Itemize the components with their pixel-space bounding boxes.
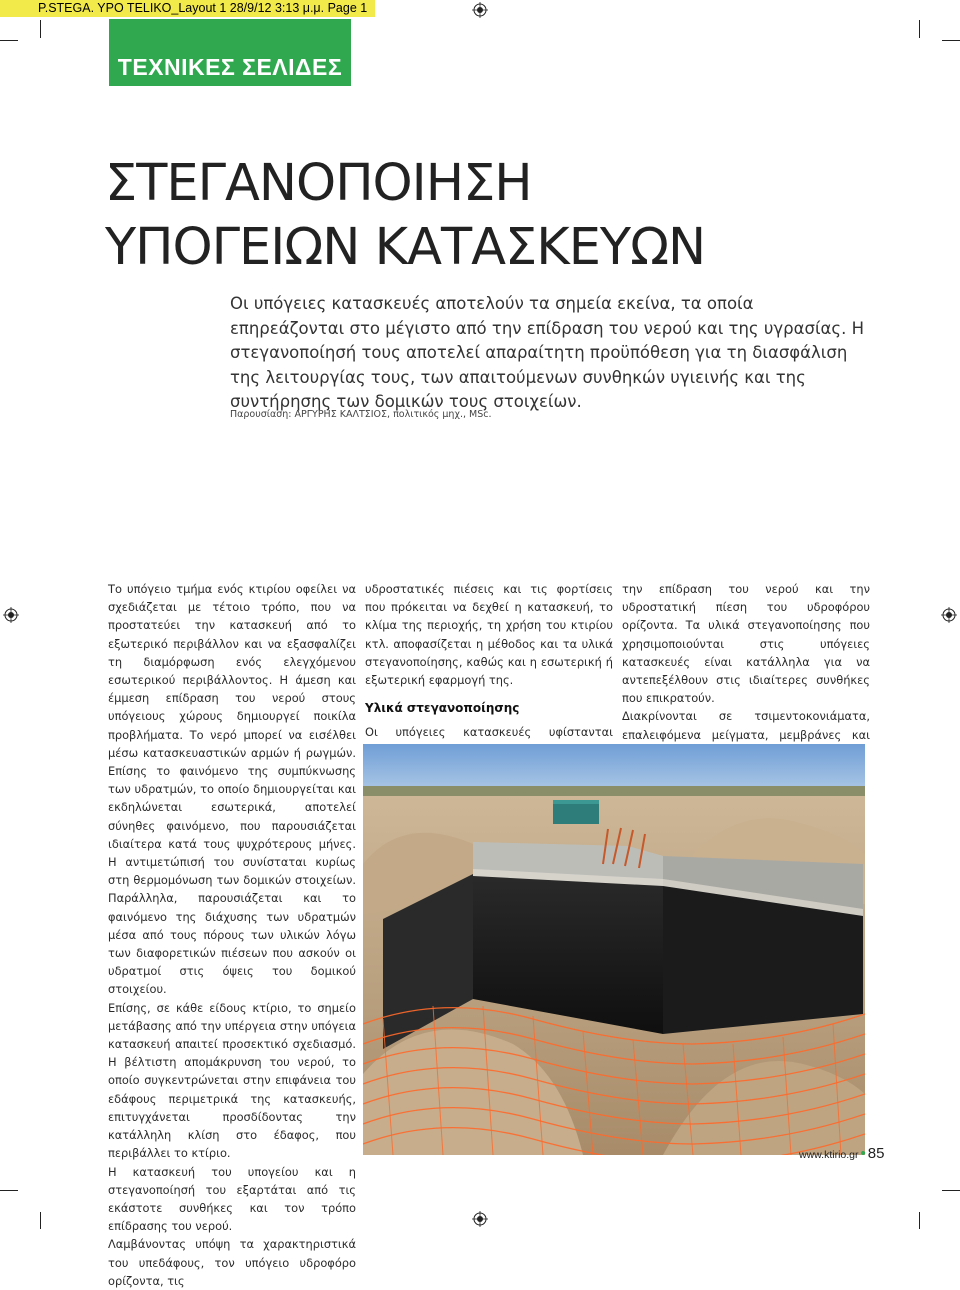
- title-line-2: ΥΠΟΓΕΙΩΝ ΚΑΤΑΣΚΕΥΩΝ: [105, 218, 706, 277]
- crop-mark: [0, 1190, 18, 1191]
- paragraph: Επίσης, σε κάθε είδους κτίριο, το σημείο μετάβασης από την υπέργεια στην υπόγεια κατασκευή απαιτεί προσεκτικό σχεδιασμό. Η βέλτιστη απομάκρυνση του νερού, το οποίο συγκεντρώνεται στην επιφάνεια του εδάφους περιμετρικά της κατασκευής, επιτυγχάνεται προσδίδοντας την κατάλληλη κλίση στο έδαφος, που περιβάλλει το κτίριο.: [108, 1000, 356, 1161]
- paragraph: Λαμβάνοντας υπόψη τα χαρακτηριστικά του υπεδάφους, τον υπόγειο υδροφόρο ορίζοντα, τις: [108, 1237, 356, 1288]
- website-url: www.ktirio.gr: [799, 1149, 859, 1161]
- article-lead: Οι υπόγειες κατασκευές αποτελούν τα σημεία εκείνα, τα οποία επηρεάζονται στο μέγιστο από την επίδραση του νερού και της υγρασίας. Η στεγανοποίησή τους αποτελεί απαραίτητη προϋπόθεση για τη διασφάλιση της λειτουργίας τους, των απαιτούμενων συνθηκών υγιεινής και της συντήρησης των δομικών τους στοιχείων.: [230, 294, 865, 411]
- crop-mark: [919, 20, 920, 38]
- paragraph: Το υπόγειο τμήμα ενός κτιρίου οφείλει να σχεδιάζεται με τέτοιο τρόπο, που να προστατεύει την κατασκευή από το εξωτερικό περιβάλλον και να εξασφαλίζει τη διαμόρφωση ενός ελεγχόμενου εσωτερικού περιβάλλοντος. Η άμεση και έμμεση επίδραση του νερού στους υπόγειους χώρους δημιουργεί ποικίλα προβλήματα. Το νερό μπορεί να εισέλθει μέσω κατασκευαστικών αρμών ή ρωγμών. Επίσης το φαινόμενο της συμπύκνωσης των υδρατμών, το οποίο δημιουργείται και εκδηλώνεται εσωτερικά, αποτελεί σύνηθες φαινόμενο, που παρουσιάζεται ιδιαίτερα κατά τους ψυχρότερους μήνες. Η αντιμετώπισή του συνίσταται κυρίως στη θερμομόνωση των δομικών στοιχείων. Παράλληλα, παρουσιάζεται και το φαινόμενο της διάχυσης των υδρατμών μέσα από τους πόρους των υλικών λόγω των διαφορετικών πιέσεων που ασκούν οι υδρατμοί στις όψεις του δομικού στοιχείου.: [108, 582, 356, 997]
- paragraph: Η κατασκευή του υπογείου και η στεγανοποίησή του εξαρτάται από τις εκάστοτε συνθήκες και τον τρόπο επίδρασης του νερού.: [108, 1164, 356, 1234]
- byline: Παρουσίαση: ΑΡΓΥΡΗΣ ΚΑΛΤΣΙΟΣ, πολιτικός μηχ., MSc.: [230, 409, 492, 420]
- article-title: [105, 152, 705, 280]
- crop-mark: [40, 20, 41, 38]
- bullet-dot-icon: •: [860, 1145, 866, 1162]
- registration-mark-icon: [941, 607, 957, 623]
- page-number: 85: [867, 1145, 885, 1162]
- construction-photo-image: [363, 744, 865, 1155]
- crop-mark: [942, 40, 960, 41]
- title-line-1: ΣΤΕΓΑΝΟΠΟΙΗΣΗ: [105, 154, 532, 213]
- body-column-1: [108, 580, 356, 1290]
- construction-photo: [363, 744, 865, 1155]
- paragraph: Διακρίνονται σε τσιμεντοκονιάματα, επαλειφόμενα μείγματα, μεμβράνες και: [622, 709, 870, 742]
- crop-mark: [0, 40, 18, 41]
- paragraph: Οι υπόγειες κατασκευές υφίστανται: [365, 725, 613, 740]
- paragraph: υδροστατικές πιέσεις και τις φορτίσεις που πρόκειται να δεχθεί η κατασκευή, το κλίμα της περιοχής, τη χρήση του κτιρίου κτλ. αποφασίζεται η μέθοδος και τα υλικά στεγανοποίησης, καθώς και η εσωτερική ή εξωτερική εφαρμογή της.: [365, 582, 613, 688]
- crop-mark: [942, 1190, 960, 1191]
- subheading: Υλικά στεγανοποίησης: [365, 701, 520, 716]
- paragraph: την επίδραση του νερού και την υδροστατική πίεση του υδροφόρου ορίζοντα. Τα υλικά στεγανοποίησης που χρησιμοποιούνται στις υπόγειες κατασκευές είναι κατάλληλα για να αντεπεξέλθουν στις ιδιαίτερες συνθήκες που επικρατούν.: [622, 582, 870, 706]
- crop-mark: [919, 1212, 920, 1229]
- slug-line: P.STEGA. YPO TELIKO_Layout 1 28/9/12 3:13 μ.μ. Page 1: [0, 0, 375, 17]
- section-tag: ΤΕΧΝΙΚΕΣ ΣΕΛΙΔΕΣ: [109, 19, 351, 86]
- crop-mark: [40, 1212, 41, 1229]
- page-footer: [799, 1145, 884, 1163]
- registration-mark-icon: [472, 1211, 488, 1227]
- registration-mark-icon: [3, 607, 19, 623]
- registration-mark-icon: [472, 2, 488, 18]
- body-column-3: [622, 580, 870, 762]
- body-column-2: [365, 580, 613, 760]
